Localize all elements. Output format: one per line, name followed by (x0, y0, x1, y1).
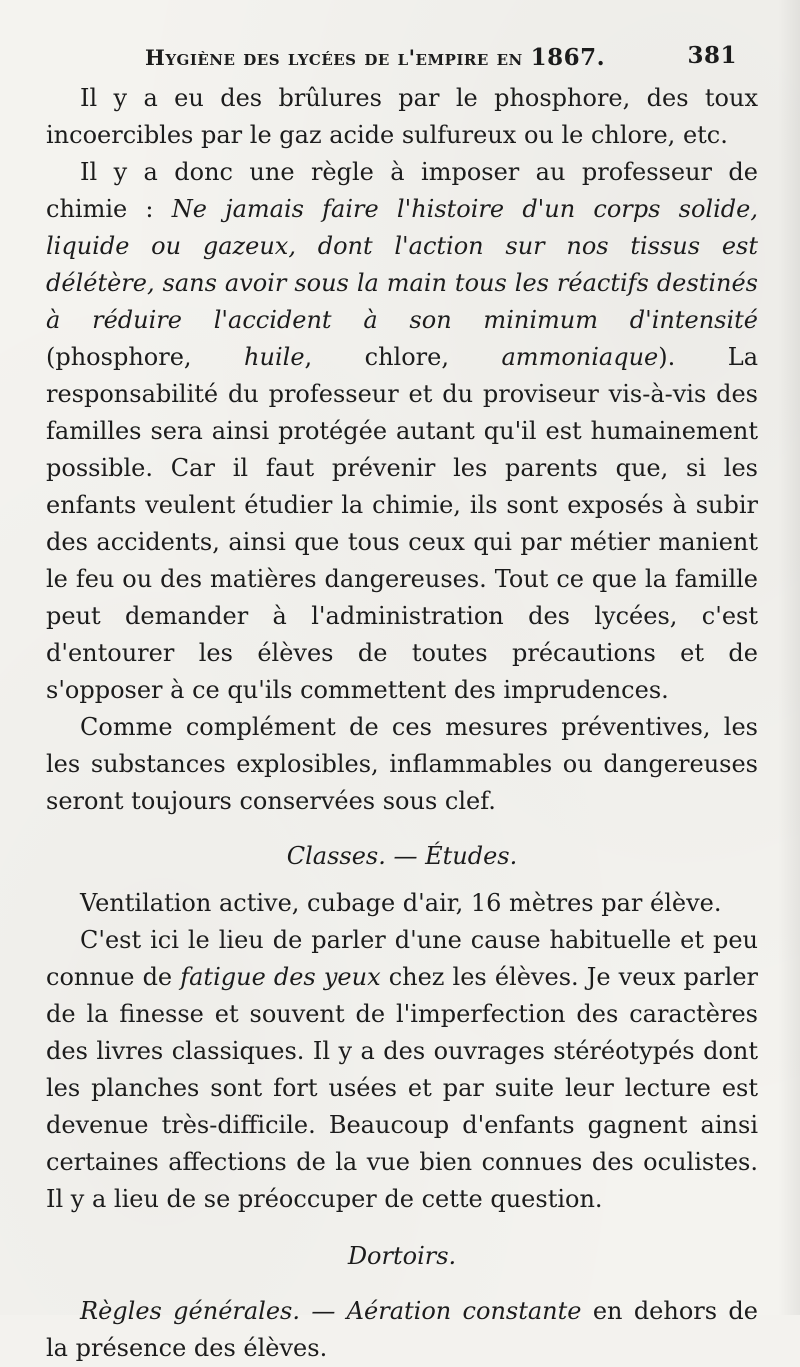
page-edge-shadow (778, 0, 800, 1315)
rule-italic: Ne jamais faire l'histoire d'un corps solide, liquide ou gazeux, dont l'action sur nos tissus est délétère, sans avoir sous la main tous les réactifs destinés à réduire l'accident à son minimum d'intensité (46, 195, 758, 334)
paragraph-eye-fatigue (46, 922, 758, 1218)
running-title-year: 1867. (530, 44, 606, 71)
paragraph-chemistry-rule (46, 154, 758, 709)
eye-after: chez les élèves. Je veux parler de la finesse et souvent de l'imperfection des caractères des livres classiques. Il y a des ouvrages stéréotypés dont les planches sont fort usées et par suite leur lecture est devenue très-difficile. Beaucoup d'enfants gagnent ainsi certaines affections de la vue bien connues des oculistes. Il y a lieu de se préoccuper de cette question. (46, 963, 758, 1213)
section-heading-dortoirs: Dortoirs. (347, 1242, 457, 1270)
page-number: 381 (687, 42, 737, 69)
paragraph-general-rules (46, 1293, 758, 1367)
rule-intro: Il y a donc une règle à imposer au professeur de chimie : (46, 158, 758, 223)
rule-ammoniaque: ammoniaque (501, 343, 659, 371)
section-heading-classes: Classes. — Études. (286, 842, 518, 870)
running-title (145, 44, 605, 71)
rule-rest: ). La responsabilité du professeur et du proviseur vis-à-vis des familles sera ainsi protégée autant qu'il est humainement possible. Car il faut prévenir les parents que, si les enfants veulent étudier la chimie, ils sont exposés à subir des accidents, ainsi que tous ceux qui par métier manient le feu ou des matières dangereuses. Tout ce que la famille peut demander à l'administration des lycées, c'est d'entourer les élèves de toutes précautions et de s'opposer à ce qu'ils commettent des imprudences. (46, 343, 758, 704)
rule-huile: huile (244, 343, 305, 371)
general-rules-rest: en dehors de la présence des élèves. (46, 1297, 758, 1362)
running-header (145, 40, 745, 76)
eye-before: C'est ici le lieu de parler d'une cause habituelle et peu connue de (46, 926, 758, 991)
paragraph-substances: Comme complément de ces mesures préventives, les les substances explosibles, inflammables ou dangereuses seront toujours conservées sous clef. (46, 713, 758, 815)
paragraph-ventilation: Ventilation active, cubage d'air, 16 mètres par élève. (80, 889, 722, 917)
body-text (46, 80, 758, 1367)
rule-paren-open: (phosphore, (46, 343, 245, 371)
rule-sep: , chlore, (304, 343, 502, 371)
eye-italic: fatigue des yeux (180, 963, 381, 991)
paragraph-burns: Il y a eu des brûlures par le phosphore, des toux incoercibles par le gaz acide sulfureux ou le chlore, etc. (46, 84, 758, 149)
running-title-text: Hygiène des lycées de l'empire en (145, 45, 523, 70)
general-rules-italic: Règles générales. — Aération constante (80, 1297, 582, 1325)
